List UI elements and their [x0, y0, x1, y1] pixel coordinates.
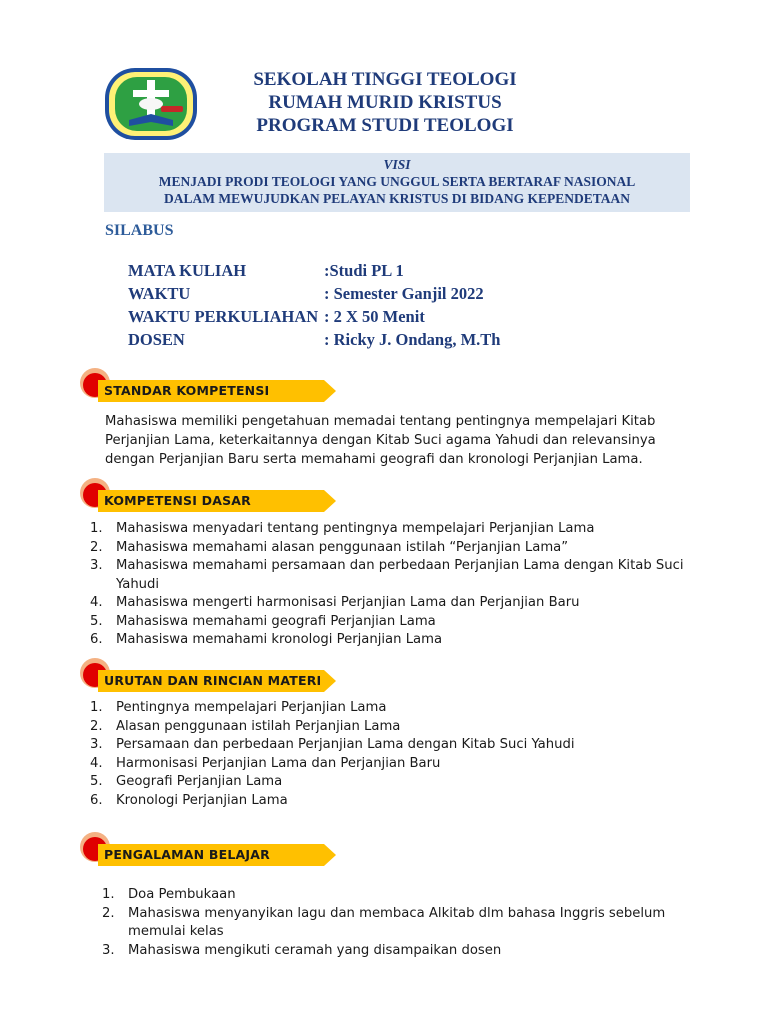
info-label: DOSEN	[128, 330, 185, 349]
section-pengalaman-belajar	[78, 830, 348, 866]
visi-line-1: MENJADI PRODI TEOLOGI YANG UNGGUL SERTA BERTARAF NASIONAL	[158, 174, 636, 189]
info-label: WAKTU	[128, 284, 191, 303]
list-item: 4. Mahasiswa mengerti harmonisasi Perjanjian Lama dan Perjanjian Baru	[90, 595, 580, 610]
section-title: URUTAN DAN RINCIAN MATERI	[104, 673, 322, 688]
info-label: WAKTU PERKULIAHAN	[128, 307, 319, 326]
list-item: 6. Mahasiswa memahami kronologi Perjanjian Lama	[90, 632, 443, 647]
list-item: 3. Persamaan dan perbedaan Perjanjian Lama dengan Kitab Suci Yahudi	[90, 737, 575, 752]
list-item-text: Doa Pembukaan	[128, 887, 236, 902]
kompetensi-dasar-list	[90, 520, 700, 650]
visi-title: VISI	[383, 157, 411, 172]
list-item: 2. Mahasiswa memahami alasan penggunaan istilah “Perjanjian Lama”	[90, 539, 569, 555]
list-item-text: Alasan penggunaan istilah Perjanjian Lama	[116, 718, 401, 734]
list-item: 2. Alasan penggunaan istilah Perjanjian Lama	[90, 718, 401, 734]
list-item: 5. Mahasiswa memahami geografi Perjanjian Lama	[90, 613, 436, 629]
pengalaman-belajar-list	[90, 886, 700, 960]
visi-box	[104, 153, 690, 212]
list-item: 1. Mahasiswa menyadari tentang pentingnya mempelajari Perjanjian Lama	[90, 521, 595, 536]
standar-kompetensi-text: Mahasiswa memiliki pengetahuan memadai tentang pentingnya mempelajari Kitab Perjanjian Lama, keterkaitannya dengan Kitab Suci agama Yahudi dan relevansinya dengan Perjanjian Baru serta memahami geografi dan kronologi Perjanjian Lama.	[105, 414, 656, 467]
list-item-text: Mahasiswa memahami alasan penggunaan istilah “Perjanjian Lama”	[116, 539, 569, 555]
section-kompetensi-dasar	[78, 476, 348, 512]
list-item-text: Mahasiswa mengikuti ceramah yang disampaikan dosen	[128, 942, 502, 958]
visi-line-2: DALAM MEWUJUDKAN PELAYAN KRISTUS DI BIDANG KEPENDETAAN	[163, 191, 631, 206]
info-value: : 2 X 50 Menit	[324, 307, 425, 326]
header-line-1: SEKOLAH TINGGI TEOLOGI	[253, 69, 517, 90]
list-item-text: Mahasiswa memahami kronologi Perjanjian Lama	[116, 632, 443, 647]
info-label: MATA KULIAH	[128, 261, 247, 280]
silabus-heading: SILABUS	[105, 222, 174, 239]
list-item-text: Harmonisasi Perjanjian Lama dan Perjanjian Baru	[116, 755, 441, 771]
list-item-text: Mahasiswa memahami geografi Perjanjian Lama	[116, 613, 436, 629]
list-item-text: Pentingnya mempelajari Perjanjian Lama	[116, 700, 387, 715]
list-item: 2. Mahasiswa menyanyikan lagu dan membaca Alkitab dlm bahasa Inggris sebelum memulai kelas	[102, 905, 666, 939]
list-item-text: Mahasiswa memahami persamaan dan perbedaan Perjanjian Lama dengan Kitab Suci Yahudi	[116, 558, 684, 592]
list-item-text: Mahasiswa mengerti harmonisasi Perjanjian Lama dan Perjanjian Baru	[116, 595, 580, 610]
list-item-text: Mahasiswa menyanyikan lagu dan membaca Alkitab dlm bahasa Inggris sebelum memulai kelas	[128, 905, 666, 939]
header-line-3: PROGRAM STUDI TEOLOGI	[256, 115, 514, 136]
list-item-text: Mahasiswa menyadari tentang pentingnya mempelajari Perjanjian Lama	[116, 521, 595, 536]
list-item-text: Persamaan dan perbedaan Perjanjian Lama dengan Kitab Suci Yahudi	[116, 737, 575, 752]
section-title: STANDAR KOMPETENSI	[104, 383, 270, 398]
info-value: :Studi PL 1	[324, 261, 404, 280]
list-item: 4. Harmonisasi Perjanjian Lama dan Perjanjian Baru	[90, 755, 441, 771]
list-item: 1. Doa Pembukaan	[102, 887, 236, 902]
section-urutan-materi	[78, 656, 348, 692]
section-title: PENGALAMAN BELAJAR	[104, 847, 270, 862]
school-logo	[105, 68, 197, 140]
list-item: 3. Mahasiswa mengikuti ceramah yang disampaikan dosen	[102, 942, 502, 958]
section-title: KOMPETENSI DASAR	[104, 493, 251, 508]
urutan-materi-list	[90, 699, 700, 810]
info-value: : Semester Ganjil 2022	[324, 284, 484, 303]
header-line-2: RUMAH MURID KRISTUS	[268, 92, 502, 113]
list-item: 5. Geografi Perjanjian Lama	[90, 774, 283, 789]
institution-header	[205, 68, 565, 137]
list-item-text: Geografi Perjanjian Lama	[116, 774, 283, 789]
list-item-text: Kronologi Perjanjian Lama	[116, 792, 288, 808]
list-item: 6. Kronologi Perjanjian Lama	[90, 792, 288, 808]
list-item: 1. Pentingnya mempelajari Perjanjian Lama	[90, 700, 387, 715]
info-value: : Ricky J. Ondang, M.Th	[324, 330, 501, 349]
list-item: 3. Mahasiswa memahami persamaan dan perbedaan Perjanjian Lama dengan Kitab Suci Yahudi	[90, 558, 684, 592]
section-standar-kompetensi	[78, 366, 348, 402]
